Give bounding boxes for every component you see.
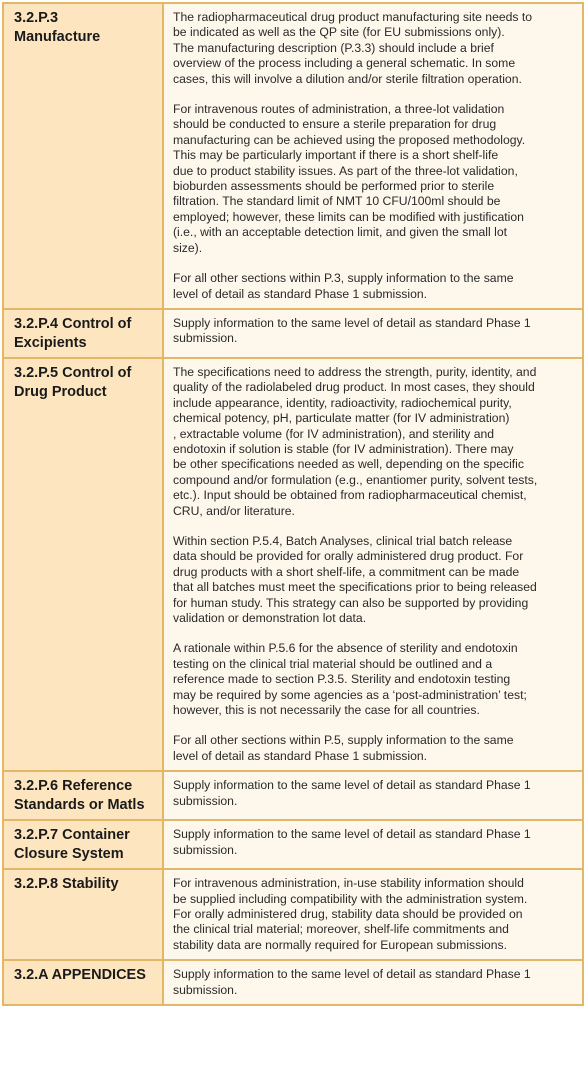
- description-line: chemical potency, pH, particulate matter (for IV administration): [173, 411, 510, 426]
- description-line: manufacturing can be achieved using the proposed methodology.: [173, 132, 526, 147]
- regulatory-table: [2, 2, 584, 1006]
- section-heading-line: 3.2.A APPENDICES: [14, 967, 146, 984]
- description-line: quality of the radiolabeled drug product. In most cases, they should: [173, 380, 535, 395]
- description-paragraph: [173, 271, 572, 302]
- description-line: Within section P.5.4, Batch Analyses, clinical trial batch release: [173, 533, 513, 548]
- section-heading-line: 3.2.P.3: [14, 10, 59, 26]
- description-line: be other specifications needed as well, depending on the specific: [173, 457, 524, 472]
- section-heading: [3, 358, 163, 771]
- description-line: the clinical trial material; moreover, shelf-life commitments and: [173, 922, 509, 937]
- description-line: The manufacturing description (P.3.3) should include a brief: [173, 40, 494, 55]
- description-line: etc.). Input should be obtained from radiopharmaceutical chemist,: [173, 488, 527, 503]
- description-paragraph: [173, 733, 572, 764]
- description-line: should be conducted to ensure a sterile preparation for drug: [173, 117, 497, 132]
- description-line: submission.: [173, 842, 238, 857]
- table-row: [3, 771, 583, 820]
- description-line: level of detail as standard Phase 1 submission.: [173, 286, 428, 301]
- description-line: due to product stability issues. As part of the three-lot validation,: [173, 163, 518, 178]
- section-description: [163, 869, 583, 960]
- description-line: For all other sections within P.5, supply information to the same: [173, 733, 514, 748]
- section-description: [163, 960, 583, 1005]
- section-description: [163, 309, 583, 358]
- description-line: submission.: [173, 982, 238, 997]
- description-line: include appearance, identity, radioactivity, radiochemical purity,: [173, 395, 512, 410]
- section-heading: [3, 820, 163, 869]
- section-heading-line: 3.2.P.6 Reference: [14, 778, 133, 795]
- description-line: bioburden assessments should be performed prior to sterile: [173, 179, 495, 194]
- description-line: employed; however, these limits can be modified with justification: [173, 209, 524, 224]
- description-paragraph: [173, 827, 572, 858]
- description-paragraph: [173, 641, 572, 718]
- section-description: [163, 771, 583, 820]
- description-paragraph: [173, 365, 572, 519]
- section-heading-line: Manufacture: [14, 29, 101, 45]
- section-heading-line: Closure System: [14, 846, 124, 863]
- description-paragraph: [173, 102, 572, 256]
- description-line: CRU, and/or literature.: [173, 503, 295, 518]
- table-row: [3, 820, 583, 869]
- section-heading-line: 3.2.P.8 Stability: [14, 876, 119, 893]
- description-line: data should be provided for orally administered drug product. For: [173, 549, 524, 564]
- description-line: be indicated as well as the QP site (for EU submissions only).: [173, 25, 505, 40]
- description-line: size).: [173, 240, 203, 255]
- description-line: This may be particularly important if there is a short shelf-life: [173, 148, 499, 163]
- table-row: [3, 358, 583, 771]
- description-line: drug products with a short shelf-life, a commitment can be made: [173, 564, 520, 579]
- description-line: reference made to section P.3.5. Sterility and endotoxin testing: [173, 672, 511, 687]
- section-description: [163, 3, 583, 309]
- section-heading: [3, 309, 163, 358]
- description-line: Supply information to the same level of detail as standard Phase 1: [173, 827, 531, 842]
- description-line: submission.: [173, 331, 238, 346]
- description-line: for human study. This strategy can also be supported by providing: [173, 595, 529, 610]
- section-description: [163, 820, 583, 869]
- description-line: The radiopharmaceutical drug product manufacturing site needs to: [173, 10, 533, 24]
- section-heading: [3, 771, 163, 820]
- description-line: submission.: [173, 793, 238, 808]
- description-line: A rationale within P.5.6 for the absence of sterility and endotoxin: [173, 641, 518, 656]
- description-line: For orally administered drug, stability data should be provided on: [173, 907, 523, 922]
- description-line: cases, this will involve a dilution and/or sterile filtration operation.: [173, 71, 522, 86]
- description-line: For intravenous routes of administration, a three-lot validation: [173, 102, 505, 117]
- description-line: Supply information to the same level of detail as standard Phase 1: [173, 778, 531, 793]
- description-line: filtration. The standard limit of NMT 10 CFU/100ml should be: [173, 194, 501, 209]
- table-row: [3, 309, 583, 358]
- description-line: (i.e., with an acceptable detection limit, and given the small lot: [173, 225, 507, 240]
- description-paragraph: [173, 316, 572, 347]
- description-line: overview of the process including a general schematic. In some: [173, 56, 516, 71]
- section-description: [163, 358, 583, 771]
- table-row: [3, 3, 583, 309]
- description-line: Supply information to the same level of detail as standard Phase 1: [173, 967, 531, 982]
- section-heading-line: Drug Product: [14, 383, 107, 400]
- description-line: level of detail as standard Phase 1 submission.: [173, 748, 428, 763]
- description-line: Supply information to the same level of detail as standard Phase 1: [173, 315, 531, 330]
- section-heading-line: Excipients: [14, 334, 87, 351]
- section-heading-line: Standards or Matls: [14, 797, 145, 814]
- table-row: [3, 869, 583, 960]
- description-line: validation or demonstration lot data.: [173, 611, 367, 625]
- description-paragraph: [173, 876, 572, 953]
- section-heading: [3, 960, 163, 1005]
- description-line: For all other sections within P.3, supply information to the same: [173, 271, 514, 286]
- description-line: testing on the clinical trial material should be outlined and a: [173, 656, 493, 671]
- section-heading: [3, 869, 163, 960]
- description-paragraph: [173, 10, 572, 87]
- table-body: [3, 3, 583, 1005]
- description-line: that all batches must meet the specifications prior to being released: [173, 580, 537, 595]
- section-heading-line: 3.2.P.5 Control of: [14, 364, 132, 381]
- description-line: endotoxin if solution is stable (for IV administration). There may: [173, 441, 514, 456]
- description-line: stability data are normally required for European submissions.: [173, 937, 507, 952]
- description-line: however, this is not necessarily the case for all countries.: [173, 703, 480, 718]
- description-paragraph: [173, 534, 572, 626]
- description-paragraph: [173, 967, 572, 998]
- description-line: compound and/or formulation (e.g., enantiomer purity, solvent tests,: [173, 472, 538, 487]
- description-line: , extractable volume (for IV administration), and sterility and: [173, 426, 495, 441]
- section-heading-line: 3.2.P.4 Control of: [14, 315, 132, 332]
- table-row: [3, 960, 583, 1005]
- description-line: The specifications need to address the strength, purity, identity, and: [173, 364, 537, 379]
- section-heading: [3, 3, 163, 309]
- description-line: may be required by some agencies as a ‘post-administration’ test;: [173, 687, 527, 702]
- description-line: For intravenous administration, in-use stability information should: [173, 876, 524, 891]
- section-heading-line: 3.2.P.7 Container: [14, 827, 130, 844]
- description-line: be supplied including compatibility with the administration system.: [173, 891, 528, 906]
- description-paragraph: [173, 778, 572, 809]
